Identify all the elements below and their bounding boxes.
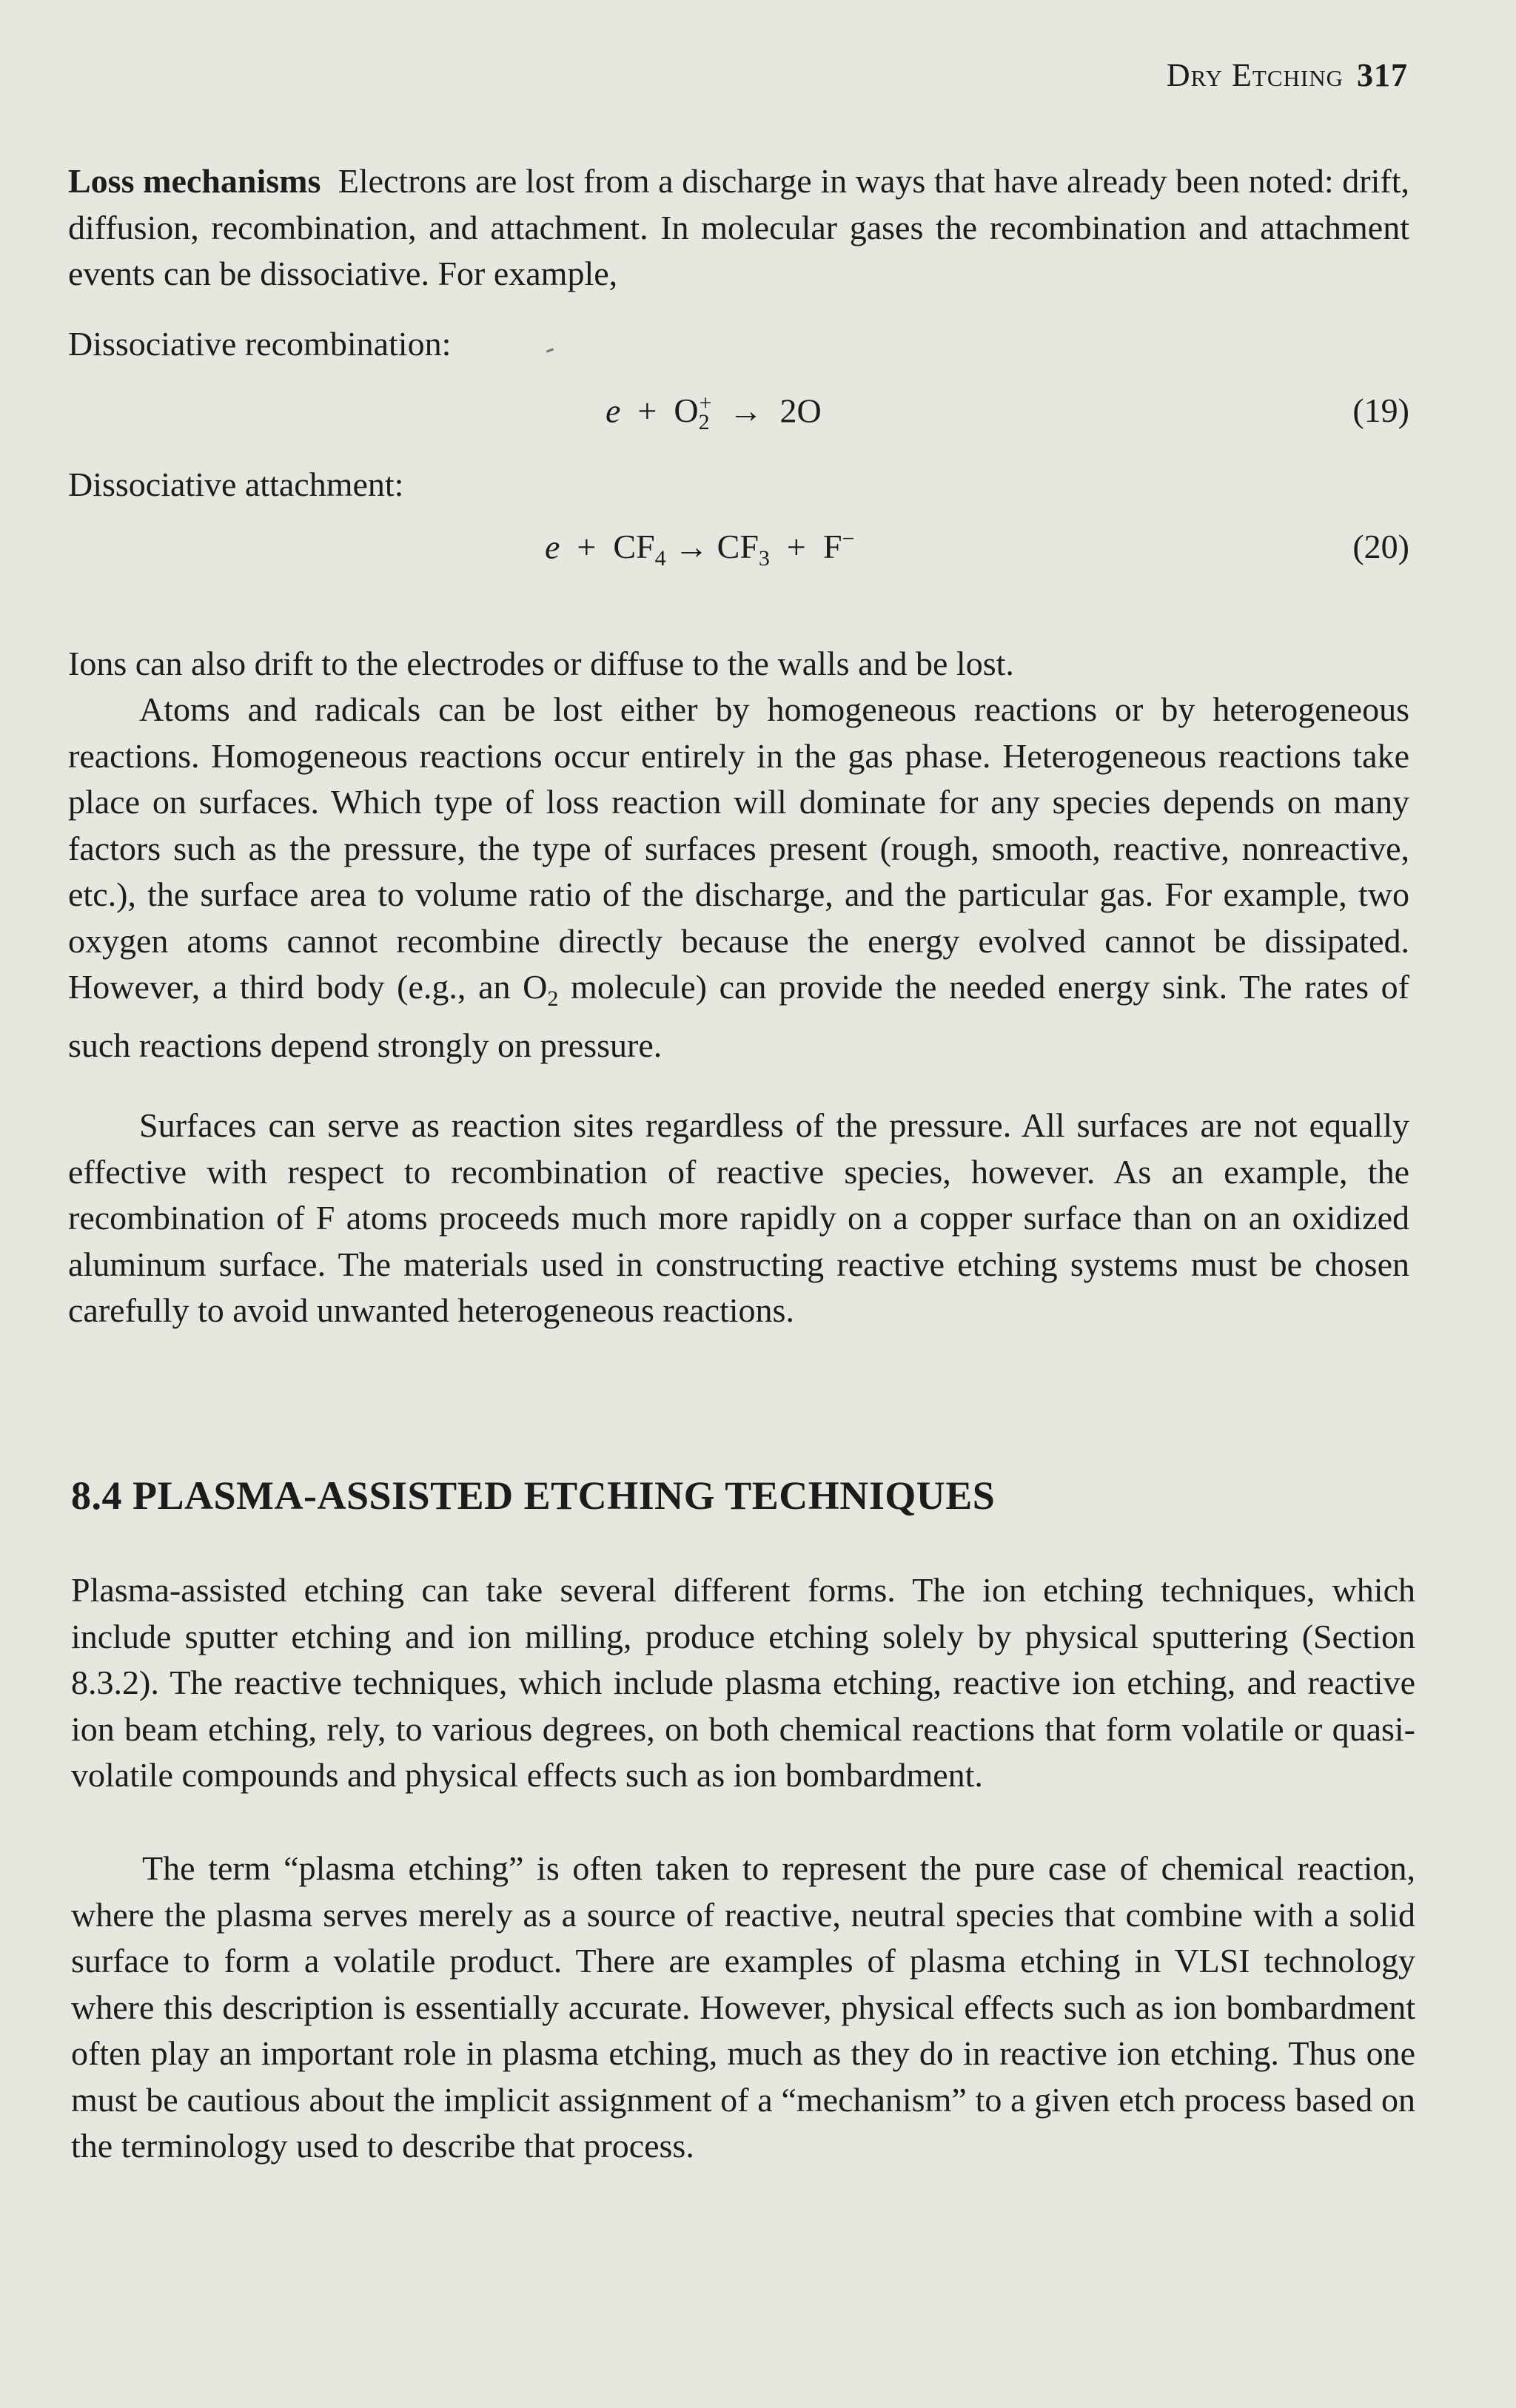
eq19-product: 2O bbox=[779, 391, 822, 430]
section-heading: 8.4 PLASMA-ASSISTED ETCHING TECHNIQUES bbox=[71, 1473, 996, 1518]
eq20-arrow: → bbox=[674, 528, 709, 566]
eq20-plus: + bbox=[577, 528, 597, 566]
eq19-species: $O_2^+$ bbox=[674, 391, 712, 435]
running-head bbox=[1167, 56, 1408, 94]
page-number: 317 bbox=[1357, 57, 1408, 93]
atoms-radicals-paragraph: Atoms and radicals can be lost either by homogeneous reactions or by heterogeneous reactions. Homogeneous reactions occur entirely in the gas phase. Heterogeneous reactions take place on surfaces. Which type of loss reaction will dominate for any species depends on many factors such as the pressure, the type of surfaces present (rough, smooth, reactive, nonreactive, etc.), the surface area to volume ratio of the discharge, and the particular gas. For example, two oxygen atoms cannot recombine directly because the energy evolved cannot be dissipated. However, a third body (e.g., an $O_2$ molecule) can provide the needed energy sink. The rates of such reactions depend strongly on pressure. bbox=[68, 690, 1409, 1064]
ions-paragraph: Ions can also drift to the electrodes or diffuse to the walls and be lost. bbox=[68, 645, 1014, 682]
running-head-title: Dry Etching bbox=[1166, 57, 1344, 93]
stray-mark bbox=[546, 348, 554, 352]
surfaces-paragraph: Surfaces can serve as reaction sites regardless of the pressure. All surfaces are not equally effective with respect to recombination of reactive species, however. As an example, the recombination of F atoms proceeds much more rapidly on a copper surface than on an oxidized aluminum surface. The materials used in constructing reactive etching systems must be chosen carefully to avoid unwanted heterogeneous reactions. bbox=[68, 1106, 1409, 1329]
eq20-electron: e bbox=[545, 528, 560, 566]
dissociative-recombination-label: Dissociative recombination: bbox=[68, 325, 452, 363]
eq20-reactant: $CF_4$ bbox=[613, 528, 666, 571]
eq19-plus: + bbox=[637, 391, 657, 430]
equation-20 bbox=[545, 527, 854, 572]
equation-19-number: (19) bbox=[1352, 391, 1409, 429]
eq19-electron: e bbox=[606, 391, 621, 430]
dissociative-attachment-label: Dissociative attachment: bbox=[68, 465, 404, 503]
loss-mechanisms-text: Electrons are lost from a discharge in ways that have already been noted: drift, diffusion, recombination, and attachment. In molecular gases the recombination and attachment events can be dissociative. For example, bbox=[68, 162, 1409, 292]
eq20-plus2: + bbox=[786, 528, 806, 566]
equation-19 bbox=[606, 391, 822, 436]
loss-mechanisms-paragraph bbox=[68, 158, 1409, 297]
eq20-product2: F− bbox=[822, 527, 855, 566]
equation-20-number: (20) bbox=[1352, 528, 1409, 565]
section-paragraph-1: Plasma-assisted etching can take several different forms. The ion etching techniques, which include sputter etching and ion milling, produce etching solely by physical sputtering (Section 8.3.2). The reactive techniques, which include plasma etching, reactive ion etching, and reactive ion beam etching, rely, to various degrees, on both chemical reactions that form volatile or quasi-volatile compounds and physical effects such as ion bombardment. bbox=[71, 1571, 1415, 1794]
eq19-arrow: → bbox=[728, 391, 763, 430]
loss-mechanisms-lead: Loss mechanisms bbox=[68, 162, 321, 200]
eq20-product1: $CF_3$ bbox=[717, 528, 770, 571]
section-paragraph-2: The term “plasma etching” is often taken to represent the pure case of chemical reaction, where the plasma serves merely as a source of reactive, neutral species that combine with a solid surface to form a volatile product. There are examples of plasma etching in VLSI technology where this description is essentially accurate. However, physical effects such as ion bombardment often play an important role in plasma etching, much as they do in reactive ion etching. Thus one must be cautious about the implicit assignment of a “mechanism” to a given etch process based on the terminology used to describe that process. bbox=[71, 1849, 1415, 2165]
